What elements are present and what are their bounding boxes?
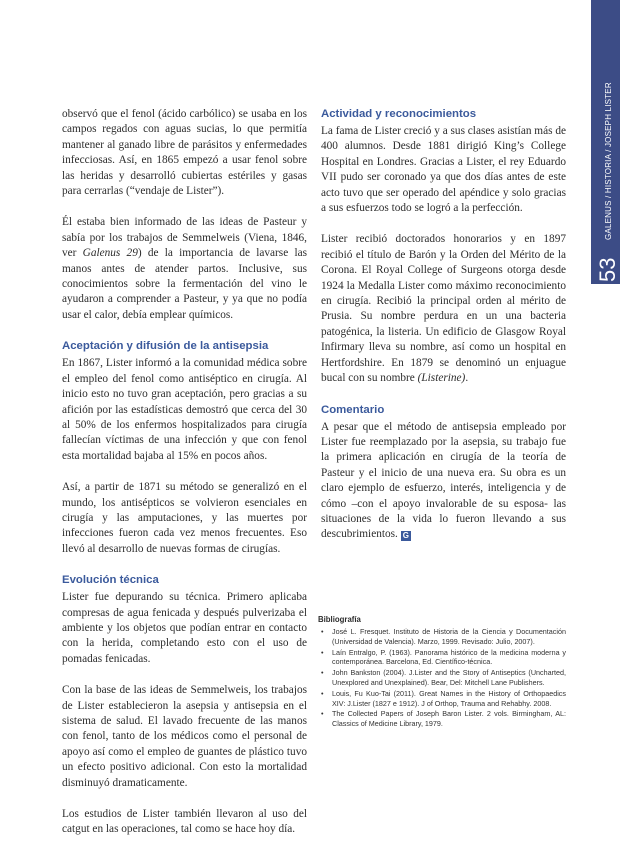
bibliography-item: • John Bankston (2004). J.Lister and the Story of Antiseptics (Uncharted, Unexplored and Unexplained). Bear, Del: Mitchell Lane Publishers. <box>318 668 566 688</box>
heading-evolucion: Evolución técnica <box>62 574 159 587</box>
paragraph-fenol: observó que el fenol (ácido carbólico) se usaba en los campos regados con aguas sucias, lo que permitía mantener al ganado libre de parásitos y enfermedades infecciosas. Así, en 1865 empezó a usar fenol sobre las heridas y desarrolló cubiertas estériles y gasas para cerrarlas (“vendaje de Lister”). <box>62 108 307 198</box>
page-number: 53 <box>595 257 620 282</box>
paragraph-text: ) de la importancia de lavarse las manos antes de atender partos. Inclusive, sus conocimientos sobre la fermentación del vino le ayudaron a comprender a Pasteur, y ya que no podía usar el calor, debía emplear químicos. <box>62 247 307 321</box>
bibliography-item: • The Collected Papers of Joseph Baron Lister. 2 vols. Birmingham, AL: Classics of Medicine Library, 1979. <box>318 709 566 729</box>
paragraph-text: Él estaba bien informado de las ideas de Pasteur y sabía por los trabajos de Semmelweis (Viena, 1846, ver <box>62 216 307 260</box>
left-column <box>62 107 307 854</box>
bibliography-item: • Laín Entralgo, P. (1963). Panorama histórico de la medicina moderna y contemporánea. Barcelona, Ed. Científico-técnica. <box>318 648 566 668</box>
paragraph-1867: En 1867, Lister informó a la comunidad médica sobre el empleo del fenol como antiséptico en cirugía. Al inicio esto no tuvo gran aceptación, pero gracias a su afición por las estadísticas demostró que cerca del 30 al 50% de los enfermos hospitalizados para cirugía fallecían víctimas de una infección y que con fenol esta mortalidad bajaba al 15% en pocos años. <box>62 357 307 462</box>
end-of-article-mark: G <box>402 531 409 541</box>
heading-actividad: Actividad y reconocimientos <box>321 108 477 120</box>
paragraph-1871: Así, a partir de 1871 su método se generalizó en el mundo, los antisépticos se volvieron esenciales en cirugía y las amputaciones, y las muertes por infecciones fueron cada vez menos frecuentes. Eso llevó al desarrollo de nuevas formas de cirugías. <box>62 481 307 555</box>
paragraph-text: Lister recibió doctorados honorarios y en 1897 recibió el título de Barón y la Orden del Mérito de la Corona. El Royal College of Surgeons otorga desde 1924 la Medalla Lister como máximo reconocimiento en cirugía. Recibió la principal orden al mérito de Prusia. Su nombre perdura en un una bacteria patogénica, la listeria. Un edificio de Glasgow Royal Infirmary lleva su nombre, así como un hospital en Hertfordshire. En 1879 se denominó un enjuague bucal con su nombre <box>321 233 566 385</box>
paragraph-text: . <box>465 372 469 385</box>
listerine-name: (Listerine) <box>417 372 466 385</box>
galenus-reference: Galenus 29 <box>82 247 138 260</box>
paragraph-text: A pesar que el método de antisepsia empleado por Lister fue reemplazado por la asepsia, su trabajo fue la primera aplicación en cirugía de la teoría de Pasteur y el inicio de una nueva era. Su obra es un claro ejemplo de esfuerzo, interés, inteligencia y de cómo –con el apoyo invalorable de su esposa- las situaciones de la vida lo fueron llevando a sus descubrimientos. <box>321 420 566 541</box>
paragraph-fama: La fama de Lister creció y a sus clases asistían más de 400 alumnos. Desde 1881 dirigió King’s College Hospital en Londres. Gracias a Lister, el rey Eduardo VII pudo ser coronado ya que dos días antes de este acto tuvo que ser operado del apéndice y solo gracias a sus esfuerzos todo se logró a la perfección. <box>321 125 566 215</box>
heading-comentario: Comentario <box>321 403 385 416</box>
bibliography-item: • Louis, Fu Kuo-Tai (2011). Great Names in the History of Orthopaedics XIV: J.Lister (1827 e 1912). J of Orthop, Trauma and Rehabhy. 2008. <box>318 689 566 709</box>
paragraph-comentario <box>321 420 566 543</box>
paragraph-pasteur <box>62 215 307 323</box>
bibliography <box>318 615 566 730</box>
paragraph-semmelweis: Con la base de las ideas de Semmelweis, los trabajos de Lister establecieron la asepsia y antisepsia en el sistema de salud. El lavado frecuente de las manos con fenol, tanto de los médicos como el personal de apoyo así como el empleo de guantes de plástico tuvo un efecto positivo adicional. Con esto la mortalidad disminuyó dramaticamente. <box>62 684 307 789</box>
bibliography-list <box>318 627 566 729</box>
right-column <box>321 107 566 559</box>
paragraph-catgut: Los estudios de Lister también llevaron al uso del catgut en las operaciones, tal como se hace hoy día. <box>62 808 307 836</box>
bibliography-item: • José L. Fresquet. Instituto de Historia de la Ciencia y Documentación (Universidad de Valencia). Marzo, 1999. Revisado: Julio, 2007). <box>318 627 566 647</box>
paragraph-honores <box>321 232 566 386</box>
heading-aceptacion: Aceptación y difusión de la antisepsia <box>62 340 269 353</box>
bibliography-title: Bibliografía <box>318 615 361 624</box>
paragraph-tecnica: Lister fue depurando su técnica. Primero aplicaba compresas de agua fenicada y después pulverizaba el ambiente y los objetos que podían entrar en contacto con la herida, completando esto con el uso de pomadas fenicadas. <box>62 591 307 665</box>
section-label: GALENUS / HISTORIA / JOSEPH LISTER <box>604 82 613 240</box>
